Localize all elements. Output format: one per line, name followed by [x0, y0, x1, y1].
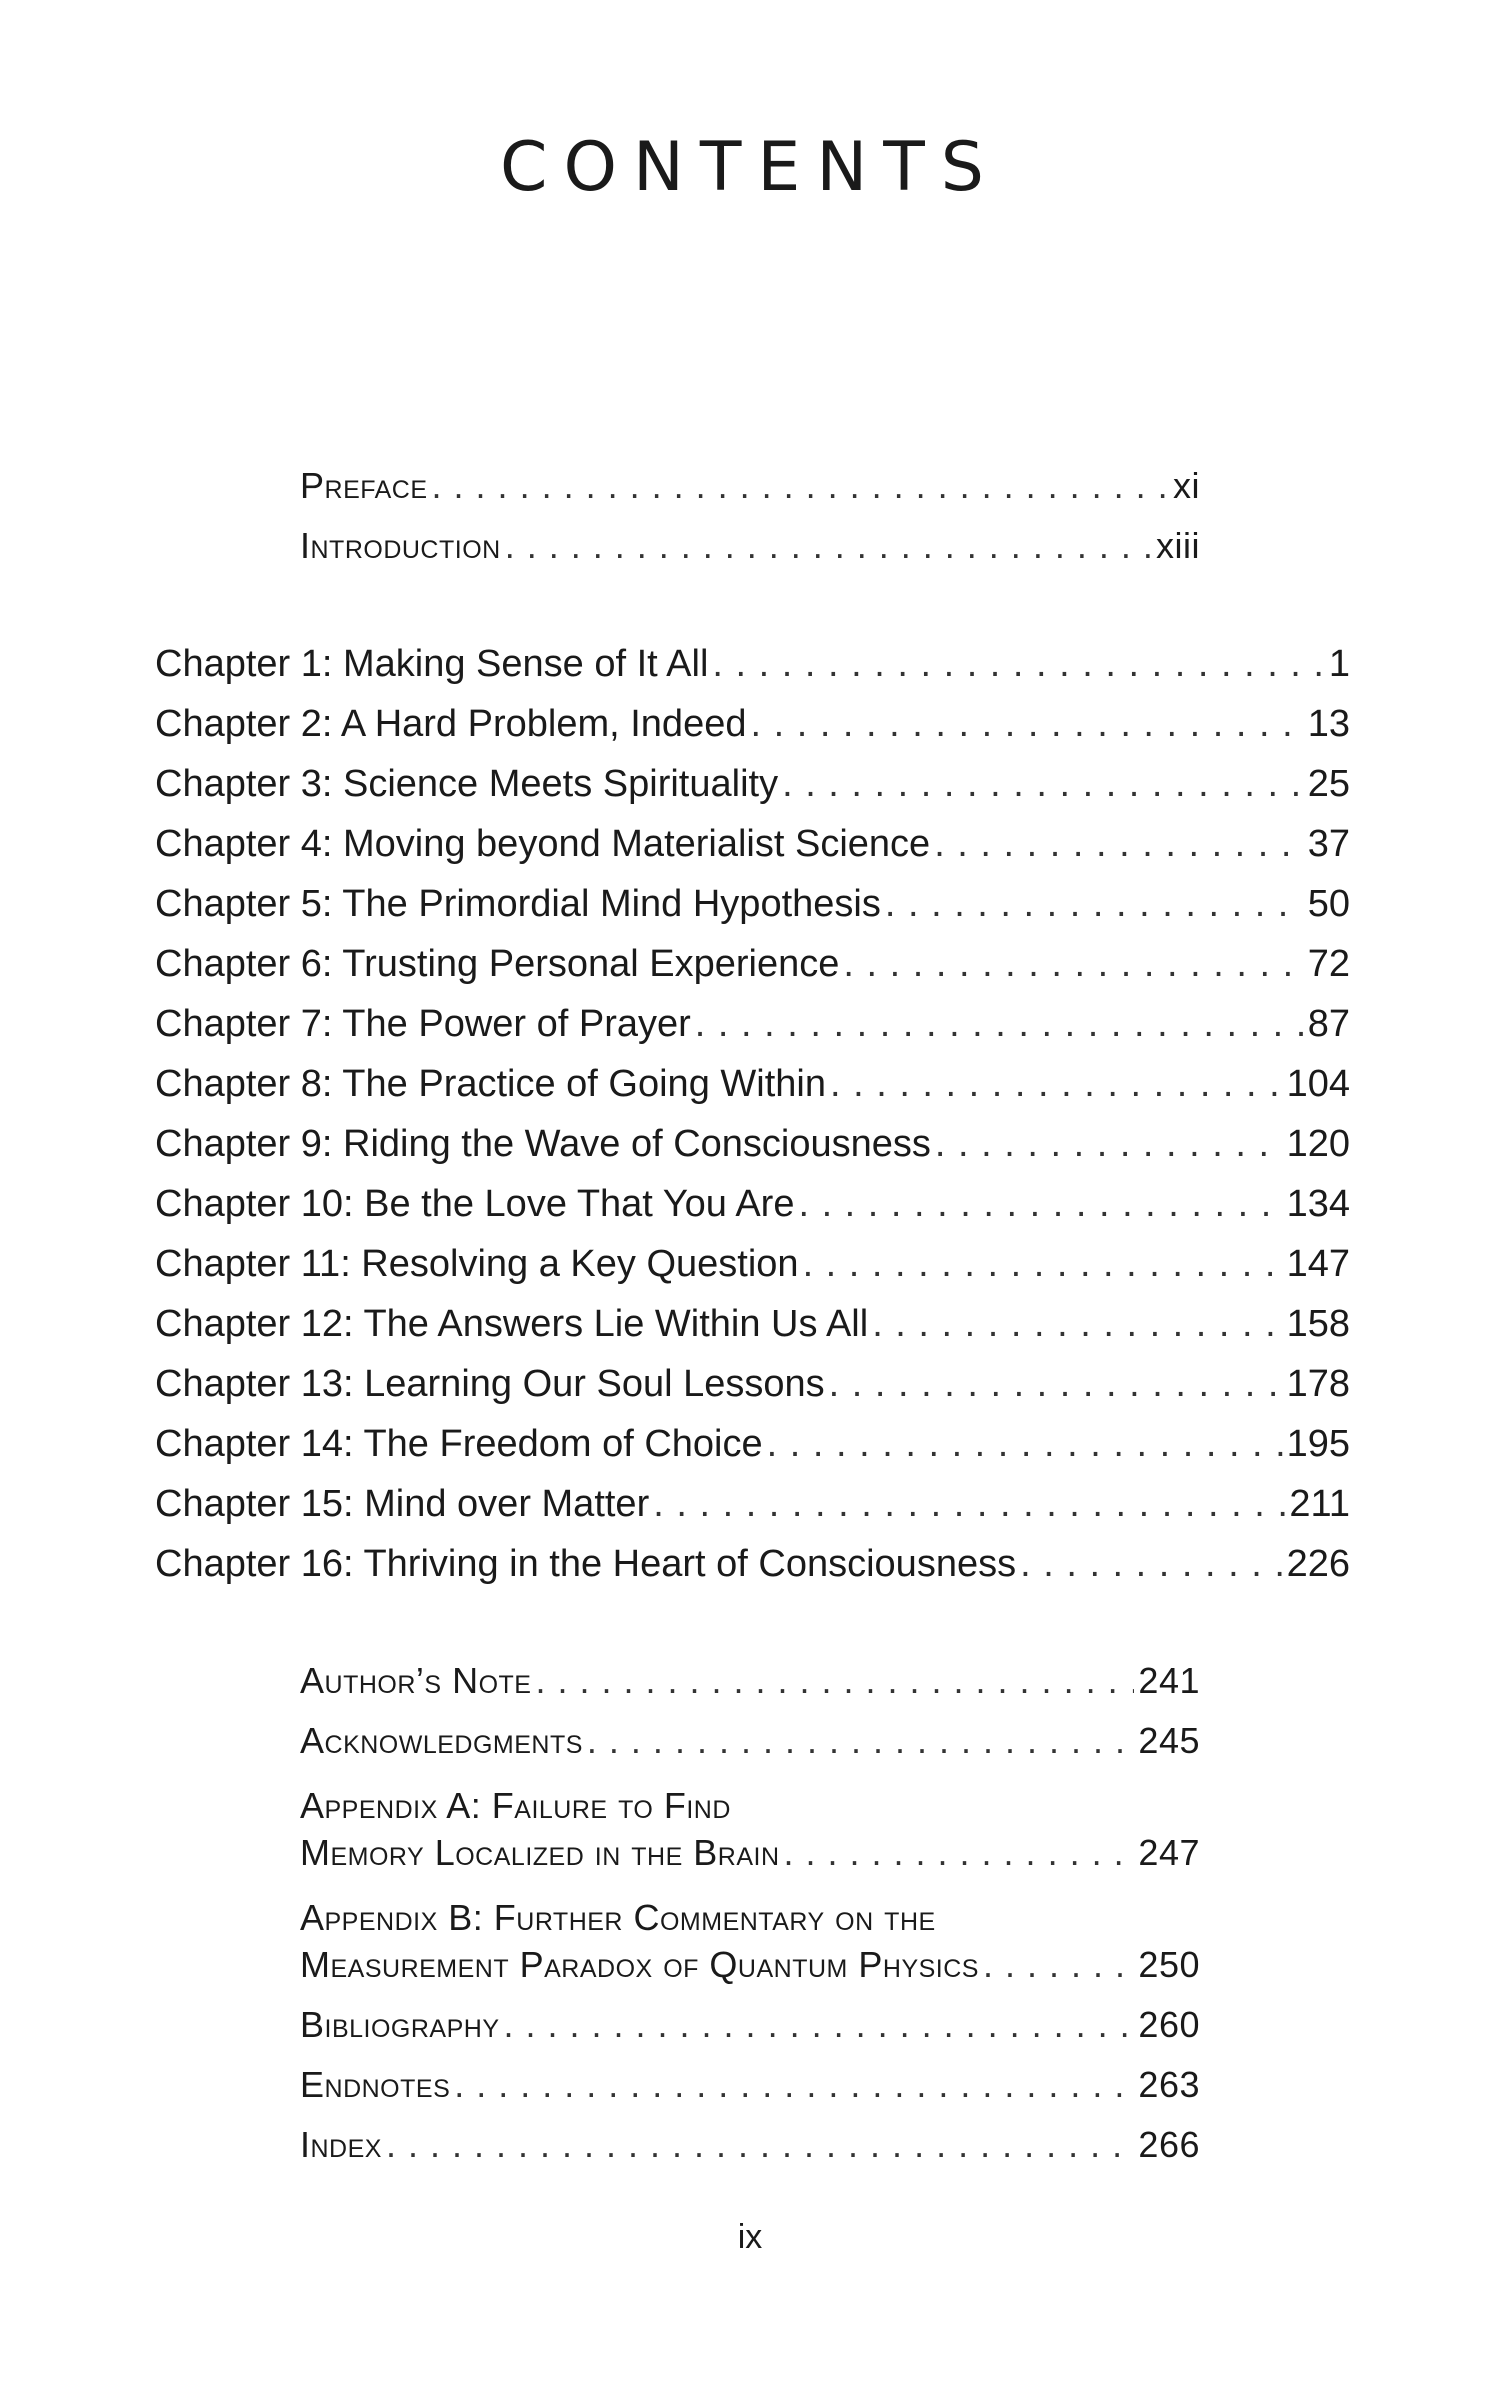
dot-leader [782, 763, 1304, 806]
toc-entry-label: Chapter 16: Thriving in the Heart of Consciousness [155, 1543, 1017, 1585]
dot-leader [829, 1363, 1283, 1406]
dot-leader [784, 1832, 1135, 1874]
dot-leader [432, 465, 1169, 507]
toc-entry-page: 195 [1286, 1423, 1350, 1465]
toc-entry-label: Chapter 9: Riding the Wave of Consciousness [155, 1123, 931, 1165]
toc-entry-label: Preface [300, 465, 428, 506]
toc-entry-page: xi [1173, 465, 1200, 506]
toc-entry-label: Memory Localized in the Brain [300, 1832, 780, 1873]
dot-leader [504, 2004, 1135, 2046]
toc-entry-label: Introduction [300, 525, 501, 566]
toc-entry-label: Endnotes [300, 2064, 451, 2105]
back-matter-list [300, 1660, 1200, 2184]
dot-leader [750, 703, 1303, 746]
toc-entry [155, 1423, 1350, 1483]
toc-entry-page: 266 [1138, 2124, 1200, 2165]
dot-leader [767, 1423, 1283, 1466]
toc-entry-label: Bibliography [300, 2004, 500, 2045]
dot-leader [934, 823, 1304, 866]
toc-entry-label: Chapter 7: The Power of Prayer [155, 1003, 691, 1045]
toc-entry-label: Chapter 8: The Practice of Going Within [155, 1063, 826, 1105]
dot-leader [872, 1303, 1282, 1346]
dot-leader [830, 1063, 1283, 1106]
toc-entry-page: 241 [1138, 1660, 1200, 1701]
toc-entry-label: Author’s Note [300, 1660, 532, 1701]
toc-entry [155, 1303, 1350, 1363]
toc-entry-label: Chapter 13: Learning Our Soul Lessons [155, 1363, 825, 1405]
toc-entry-page: 178 [1286, 1363, 1350, 1405]
toc-entry-page: 87 [1307, 1003, 1350, 1045]
toc-entry [155, 643, 1350, 703]
toc-entry [155, 883, 1350, 943]
toc-entry-page: xiii [1156, 525, 1200, 566]
toc-entry-page: 245 [1138, 1720, 1200, 1761]
dot-leader [505, 525, 1152, 567]
toc-entry [300, 1832, 1200, 1892]
toc-entry-label: Chapter 1: Making Sense of It All [155, 643, 709, 685]
toc-entry [300, 2064, 1200, 2124]
toc-entry-label: Chapter 6: Trusting Personal Experience [155, 943, 840, 985]
toc-entry-label: Chapter 4: Moving beyond Materialist Science [155, 823, 931, 865]
dot-leader [843, 943, 1303, 986]
toc-entry-page: 211 [1289, 1483, 1350, 1525]
toc-entry-page: 147 [1286, 1243, 1350, 1285]
toc-entry [155, 1483, 1350, 1543]
toc-entry-page: 1 [1328, 643, 1350, 685]
dot-leader [712, 643, 1324, 686]
page-title: CONTENTS [500, 128, 1000, 207]
toc-entry-page: 13 [1307, 703, 1350, 745]
toc-entry-page: 72 [1307, 943, 1350, 985]
toc-entry-label: Chapter 2: A Hard Problem, Indeed [155, 703, 747, 745]
toc-entry-page: 247 [1138, 1832, 1200, 1873]
toc-entry-multiline [300, 1892, 1200, 2004]
dot-leader [983, 1944, 1134, 1986]
toc-entry [300, 1660, 1200, 1720]
toc-entry [155, 1003, 1350, 1063]
toc-entry [300, 2124, 1200, 2184]
toc-entry [300, 1720, 1200, 1780]
toc-entry-label: Chapter 15: Mind over Matter [155, 1483, 650, 1525]
toc-entry [155, 1183, 1350, 1243]
toc-entry-page: 25 [1307, 763, 1350, 805]
toc-entry [155, 763, 1350, 823]
dot-leader [587, 1720, 1135, 1762]
toc-entry [155, 1363, 1350, 1423]
dot-leader [798, 1183, 1282, 1226]
dot-leader [535, 1660, 1134, 1702]
toc-entry [300, 525, 1200, 585]
dot-leader [803, 1243, 1283, 1286]
dot-leader [454, 2064, 1134, 2106]
toc-entry-page: 120 [1286, 1123, 1350, 1165]
front-matter-list [300, 465, 1200, 585]
toc-entry-label: Chapter 11: Resolving a Key Question [155, 1243, 799, 1285]
toc-entry-label: Chapter 3: Science Meets Spirituality [155, 763, 779, 805]
toc-entry-page: 104 [1286, 1063, 1350, 1105]
toc-entry [300, 465, 1200, 525]
toc-entry [155, 823, 1350, 883]
toc-entry-label: Acknowledgments [300, 1720, 583, 1761]
toc-entry-page: 250 [1138, 1944, 1200, 1985]
toc-entry-label: Measurement Paradox of Quantum Physics [300, 1944, 979, 1985]
toc-entry-page: 226 [1286, 1543, 1350, 1585]
toc-entry [300, 2004, 1200, 2064]
chapter-list [155, 643, 1350, 1603]
dot-leader [885, 883, 1304, 926]
dot-leader [653, 1483, 1285, 1526]
toc-entry-page: 37 [1307, 823, 1350, 865]
toc-entry [300, 1944, 1200, 2004]
toc-entry [155, 1243, 1350, 1303]
toc-entry [155, 1123, 1350, 1183]
toc-entry-label: Chapter 10: Be the Love That You Are [155, 1183, 795, 1225]
toc-entry-label: Index [300, 2124, 382, 2165]
toc-entry-page: 158 [1286, 1303, 1350, 1345]
toc-entry-page: 134 [1286, 1183, 1350, 1225]
dot-leader [386, 2124, 1134, 2166]
page-number: ix [737, 2218, 763, 2256]
toc-entry-label-line1: Appendix B: Further Commentary on the [300, 1897, 936, 1938]
toc-entry-label-line1: Appendix A: Failure to Find [300, 1785, 731, 1826]
toc-entry-label: Chapter 14: The Freedom of Choice [155, 1423, 763, 1465]
toc-entry [155, 703, 1350, 763]
toc-entry-multiline [300, 1780, 1200, 1892]
toc-entry-page: 260 [1138, 2004, 1200, 2045]
dot-leader [1020, 1543, 1283, 1586]
dot-leader [935, 1123, 1283, 1166]
dot-leader [695, 1003, 1304, 1046]
toc-entry-page: 263 [1138, 2064, 1200, 2105]
toc-entry [155, 1543, 1350, 1603]
toc-entry-page: 50 [1307, 883, 1350, 925]
toc-entry [155, 943, 1350, 1003]
toc-entry-label: Chapter 5: The Primordial Mind Hypothesis [155, 883, 881, 925]
toc-entry-label: Chapter 12: The Answers Lie Within Us All [155, 1303, 869, 1345]
toc-entry [155, 1063, 1350, 1123]
